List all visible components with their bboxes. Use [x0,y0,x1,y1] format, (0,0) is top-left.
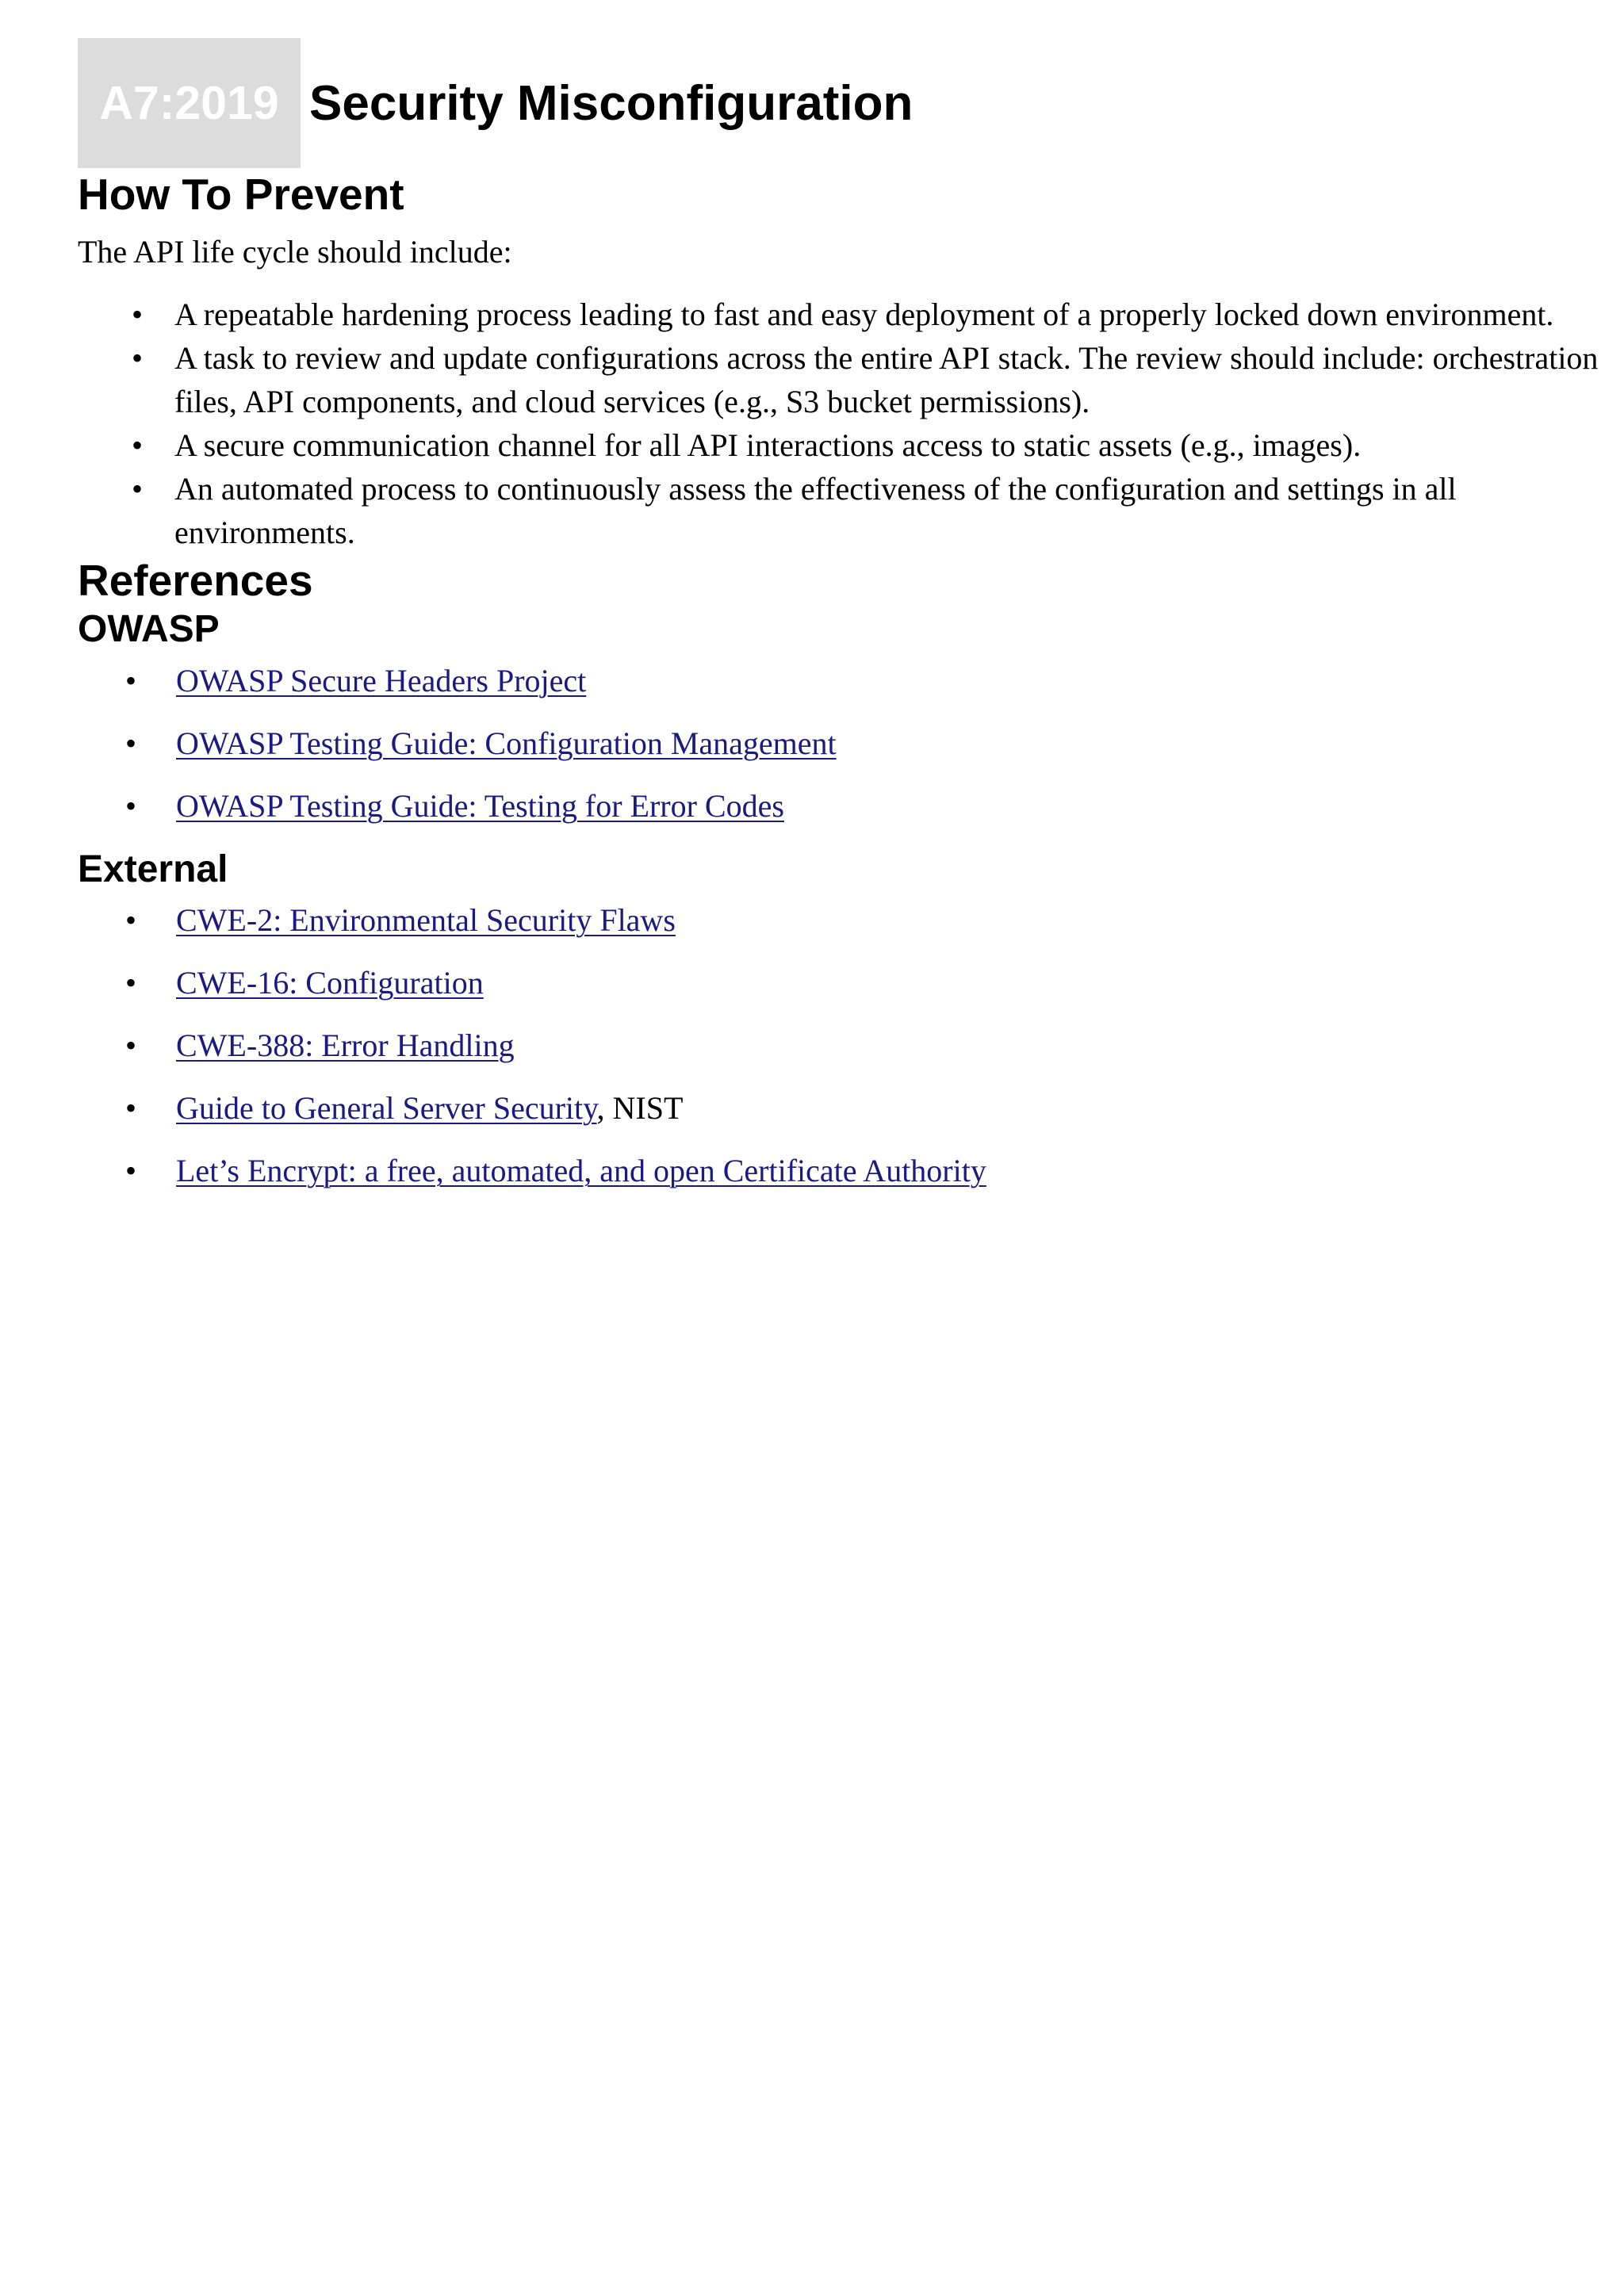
list-item [78,1024,1545,1086]
owasp-reference-list [78,659,1545,847]
list-item-text: An automated process to continuously assess the effectiveness of the configuration and settings in all environments. [174,471,1457,550]
references-heading: References [78,556,313,605]
owasp-heading: OWASP [78,608,220,650]
bullet-icon: • [125,965,137,1001]
lets-encrypt-link[interactable]: Let’s Encrypt: a free, automated, and open Certificate Authority [176,1153,986,1189]
cwe-2-link[interactable]: CWE-2: Environmental Security Flaws [176,902,676,939]
list-item [78,293,1602,336]
owasp-testing-config-link[interactable]: OWASP Testing Guide: Configuration Management [176,725,837,761]
prevent-intro: The API life cycle should include: [78,234,512,270]
bullet-icon: • [132,471,144,507]
nist-suffix: , NIST [596,1090,684,1127]
bullet-icon: • [132,297,144,332]
category-badge: A7:2019 [78,38,301,168]
document-page [78,38,1599,1211]
list-item [78,898,1545,961]
list-item [78,423,1602,467]
bullet-icon: • [132,427,144,463]
list-item [78,784,1545,847]
cwe-16-link[interactable]: CWE-16: Configuration [176,965,484,1001]
list-item [78,961,1545,1024]
bullet-icon: • [125,725,137,761]
cwe-388-link[interactable]: CWE-388: Error Handling [176,1027,515,1064]
page-header [78,38,1545,168]
prevent-list [78,293,1599,554]
list-item [78,1086,1545,1149]
owasp-testing-error-codes-link[interactable]: OWASP Testing Guide: Testing for Error Codes [176,787,784,824]
how-to-prevent-heading: How To Prevent [78,170,404,219]
list-item [78,721,1545,784]
list-item [78,467,1602,554]
list-item-text: A secure communication channel for all API interactions access to static assets (e.g., images). [174,427,1362,463]
external-heading: External [78,848,228,890]
bullet-icon: • [125,902,137,939]
bullet-icon: • [125,662,137,698]
bullet-icon: • [125,1027,137,1064]
list-item-text: A repeatable hardening process leading to fast and easy deployment of a properly locked down environment. [174,297,1554,332]
list-item [78,659,1545,721]
list-item [78,1149,1545,1211]
page-title: Security Misconfiguration [309,75,914,131]
list-item [78,336,1602,423]
bullet-icon: • [125,1090,137,1127]
bullet-icon: • [132,340,144,376]
external-reference-list [78,898,1545,1211]
list-item-text: A task to review and update configurations across the entire API stack. The review should include: orchestration files, API components, and cloud services (e.g., S3 bucket permissions). [174,340,1599,419]
bullet-icon: • [125,1153,137,1189]
nist-server-security-link[interactable]: Guide to General Server Security [176,1090,597,1127]
bullet-icon: • [125,787,137,824]
owasp-secure-headers-link[interactable]: OWASP Secure Headers Project [176,662,587,698]
